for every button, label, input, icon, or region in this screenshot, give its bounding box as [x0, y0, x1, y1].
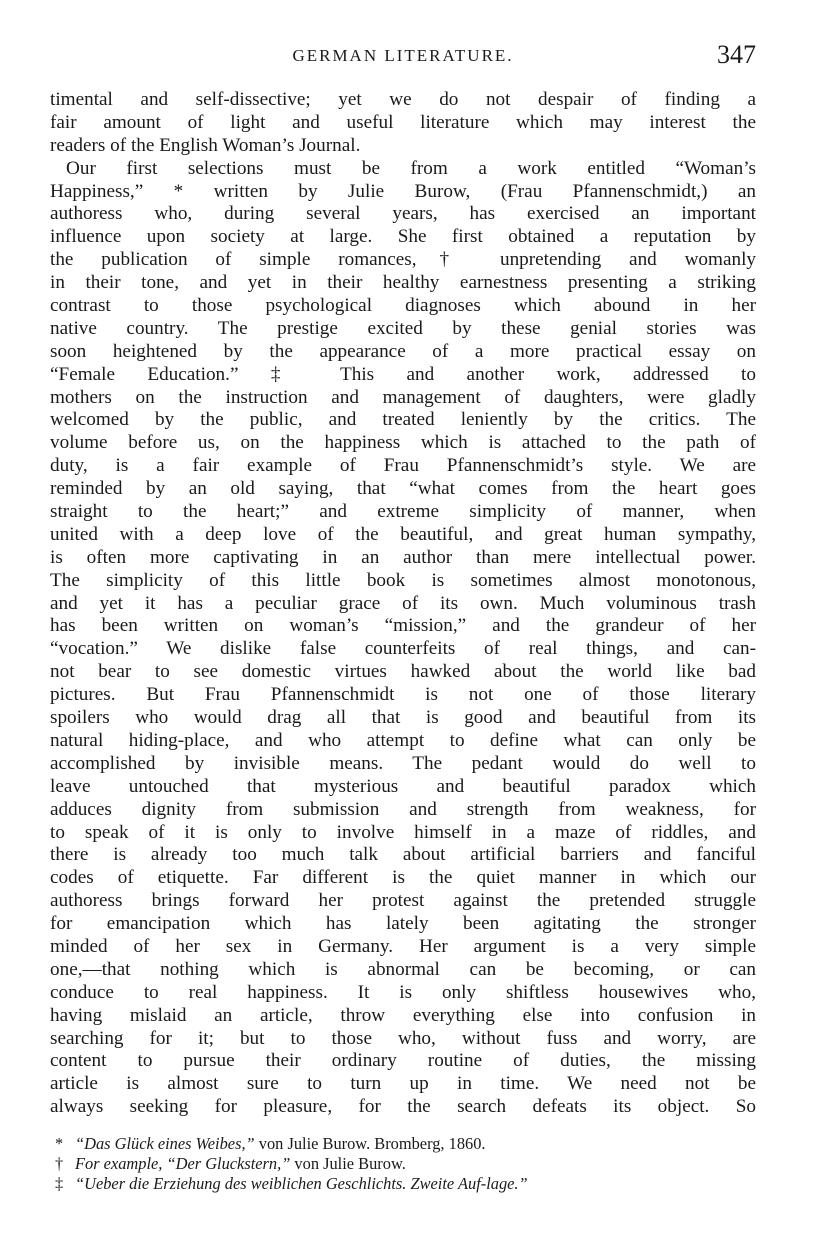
text-line: codes of etiquette. Far different is the quiet manner in which our	[50, 867, 756, 889]
text-line: readers of the English Woman’s Journal.	[50, 134, 361, 156]
text-line: straight to the heart;” and extreme simplicity of manner, when	[50, 501, 756, 523]
text-line: duty, is a fair example of Frau Pfannenschmidt’s style. We are	[50, 455, 756, 477]
text-line: always seeking for pleasure, for the search defeats its object. So	[50, 1096, 756, 1118]
text-line: spoilers who would drag all that is good and beautiful from its	[50, 707, 756, 729]
text-line: Our first selections must be from a work entitled “Woman’s	[66, 157, 756, 179]
text-line: content to pursue their ordinary routine of duties, the missing	[50, 1050, 756, 1072]
text-line: one,—that nothing which is abnormal can be becoming, or can	[50, 958, 756, 980]
page-header	[50, 40, 756, 74]
text-line: fair amount of light and useful literature which may interest the	[50, 111, 756, 133]
footnote-marker: ‡	[55, 1174, 64, 1193]
text-line: authoress brings forward her protest against the pretended struggle	[50, 890, 756, 912]
footnote	[55, 1154, 755, 1174]
running-title: GERMAN LITERATURE.	[292, 46, 514, 65]
footnote-marker: *	[55, 1134, 64, 1153]
text-line: “vocation.” We dislike false counterfeits of real things, and can-	[50, 638, 756, 660]
text-line: has been written on woman’s “mission,” and the grandeur of her	[50, 615, 756, 637]
body-text	[50, 89, 756, 1119]
text-line: to speak of it is only to involve himself in a maze of riddles, and	[50, 821, 756, 843]
text-line: for emancipation which has lately been agitating the stronger	[50, 913, 756, 935]
text-line: pictures. But Frau Pfannenschmidt is not one of those literary	[50, 684, 756, 706]
text-line: article is almost sure to turn up in time. We need not be	[50, 1073, 756, 1095]
footnote-text: von Julie Burow.	[290, 1154, 406, 1173]
text-line: reminded by an old saying, that “what comes from the heart goes	[50, 478, 756, 500]
footnote-marker: †	[55, 1154, 64, 1173]
text-line: the publication of simple romances,† unpretending and womanly	[50, 249, 756, 271]
text-line: The simplicity of this little book is sometimes almost monotonous,	[50, 569, 756, 591]
footnote	[55, 1174, 755, 1194]
text-line: searching for it; but to those who, without fuss and worry, are	[50, 1027, 756, 1049]
text-line: contrast to those psychological diagnoses which abound in her	[50, 295, 756, 317]
text-line: timental and self-dissective; yet we do not despair of finding a	[50, 89, 756, 110]
text-line: is often more captivating in an author than mere intellectual power.	[50, 546, 756, 568]
text-line: welcomed by the public, and treated leniently by the critics. The	[50, 409, 756, 431]
footnote-title: For example, “Der Gluckstern,”	[75, 1154, 291, 1173]
text-line: accomplished by invisible means. The pedant would do well to	[50, 752, 756, 774]
text-line: Happiness,” * written by Julie Burow, (Frau Pfannenschmidt,) an	[50, 180, 756, 202]
text-line: “Female Education.” ‡ This and another work, addressed to	[50, 363, 756, 385]
footnote-title: “Das Glück eines Weibes,”	[75, 1134, 255, 1153]
text-line: minded of her sex in Germany. Her argument is a very simple	[50, 935, 756, 957]
text-line: leave untouched that mysterious and beautiful paradox which	[50, 775, 756, 797]
text-line: having mislaid an article, throw everything else into confusion in	[50, 1004, 756, 1026]
footnote-title: “Ueber die Erziehung des weiblichen Geschlichts. Zweite Auf-lage.”	[75, 1174, 528, 1193]
text-line: not bear to see domestic virtues hawked about the world like bad	[50, 661, 756, 683]
text-line: influence upon society at large. She first obtained a reputation by	[50, 226, 756, 248]
text-line: adduces dignity from submission and strength from weakness, for	[50, 798, 756, 820]
text-line: united with a deep love of the beautiful, and great human sympathy,	[50, 523, 756, 545]
footnotes	[55, 1134, 755, 1194]
text-line: natural hiding-place, and who attempt to define what can only be	[50, 729, 756, 751]
text-line: soon heightened by the appearance of a more practical essay on	[50, 340, 756, 362]
text-line: authoress who, during several years, has exercised an important	[50, 203, 756, 225]
page-number: 347	[717, 40, 756, 69]
text-line: in their tone, and yet in their healthy earnestness presenting a striking	[50, 272, 756, 294]
text-line: and yet it has a peculiar grace of its own. Much voluminous trash	[50, 592, 756, 614]
text-line: volume before us, on the happiness which is attached to the path of	[50, 432, 756, 454]
footnote	[55, 1134, 755, 1154]
text-line: mothers on the instruction and management of daughters, were gladly	[50, 386, 756, 408]
text-line: there is already too much talk about artificial barriers and fanciful	[50, 844, 756, 866]
text-line: native country. The prestige excited by these genial stories was	[50, 317, 756, 339]
text-line: conduce to real happiness. It is only shiftless housewives who,	[50, 981, 756, 1003]
footnote-text: von Julie Burow. Bromberg, 1860.	[254, 1134, 486, 1153]
